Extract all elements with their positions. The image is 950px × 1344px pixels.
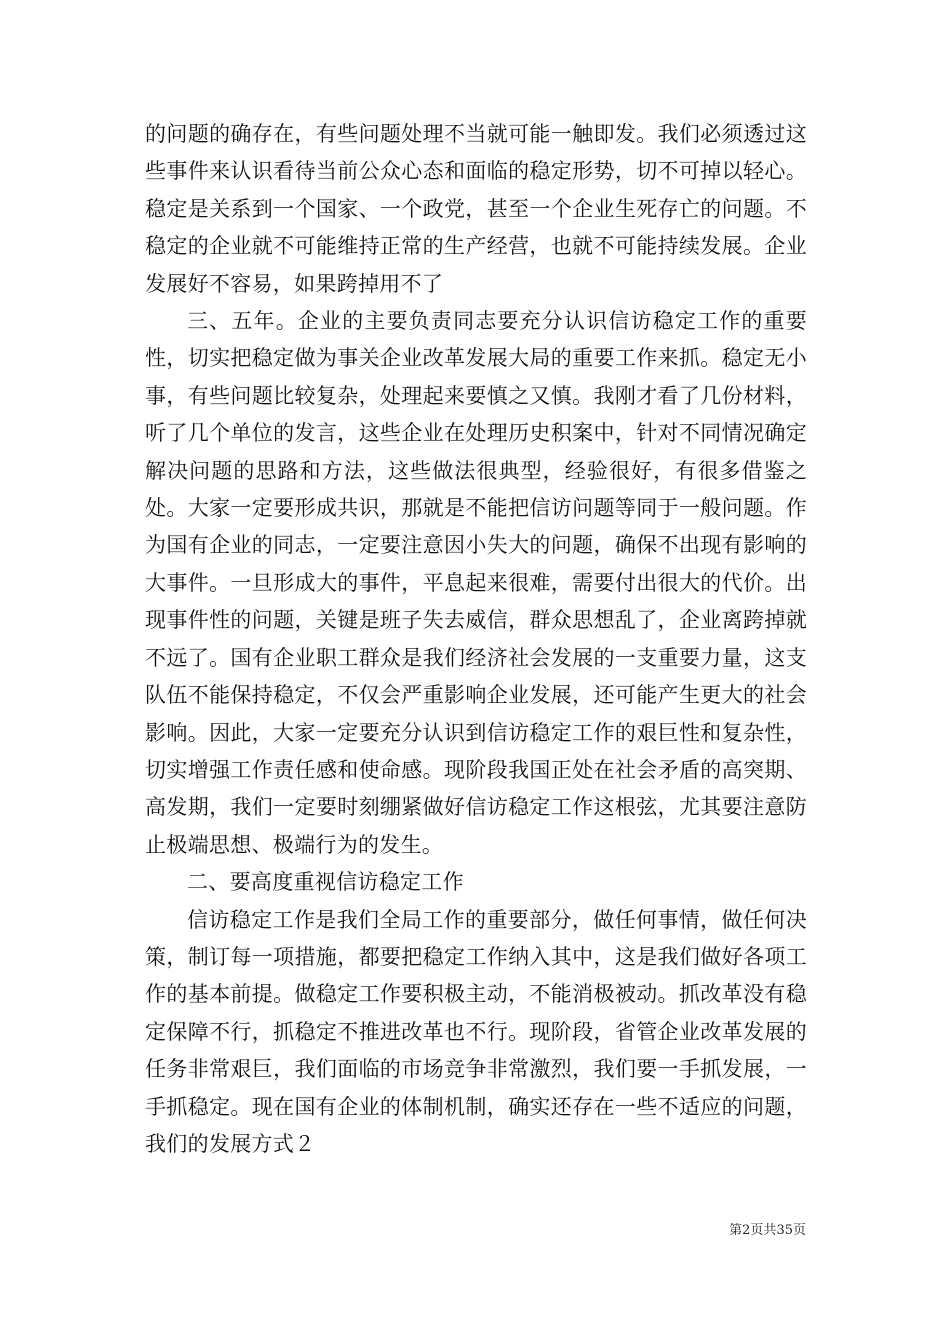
footer-middle: 页共	[750, 1223, 777, 1238]
paragraph-petition-work: 信访稳定工作是我们全局工作的重要部分，做任何事情，做任何决策，制订每一项措施，都要把稳定工作纳入其中，这是我们做好各项工作的基本前提。做稳定工作要积极主动，不能消极被动。抓改革没有稳定保障不行，抓稳定不推进改革也不行。现阶段，省管企业改革发展的任务非常艰巨，我们面临的市场竞争非常激烈，我们要一手抓发展，一手抓稳定。现在国有企业的体制机制，确实还存在一些不适应的问题，我们的发展方式２	[145, 907, 807, 1156]
footer-prefix: 第	[729, 1223, 743, 1238]
total-pages-number: 35	[776, 1223, 793, 1238]
document-body	[145, 116, 807, 1163]
footer-suffix: 页	[792, 1223, 806, 1238]
current-page-number: 2	[742, 1223, 751, 1238]
paragraph-stability-importance: 三、五年。企业的主要负责同志要充分认识信访稳定工作的重要性，切实把稳定做为事关企业改革发展大局的重要工作来抓。稳定无小事，有些问题比较复杂，处理起来要慎之又慎。我刚才看了几份材料，听了几个单位的发言，这些企业在处理历史积案中，针对不同情况确定解决问题的思路和方法，这些做法很典型，经验很好，有很多借鉴之处。大家一定要形成共识，那就是不能把信访问题等同于一般问题。作为国有企业的同志，一定要注意因小失大的问题，确保不出现有影响的大事件。一旦形成大的事件，平息起来很难，需要付出很大的代价。出现事件性的问题，关键是班子失去威信，群众思想乱了，企业离跨掉就不远了。国有企业职工群众是我们经济社会发展的一支重要力量，这支队伍不能保持稳定，不仅会严重影响企业发展，还可能产生更大的社会影响。因此，大家一定要充分认识到信访稳定工作的艰巨性和复杂性，切实增强工作责任感和使命感。现阶段我国正处在社会矛盾的高突期、高发期，我们一定要时刻绷紧做好信访稳定工作这根弦，尤其要注意防止极端思想、极端行为的发生。	[145, 309, 807, 857]
section-heading: 二、要高度重视信访稳定工作	[187, 870, 464, 895]
page-number-footer	[729, 1222, 806, 1240]
paragraph-continuation: 的问题的确存在，有些问题处理不当就可能一触即发。我们必须透过这些事件来认识看待当前公众心态和面临的稳定形势，切不可掉以轻心。稳定是关系到一个国家、一个政党，甚至一个企业生死存亡的问题。不稳定的企业就不可能维持正常的生产经营，也就不可能持续发展。企业发展好不容易，如果跨掉用不了	[145, 122, 807, 296]
